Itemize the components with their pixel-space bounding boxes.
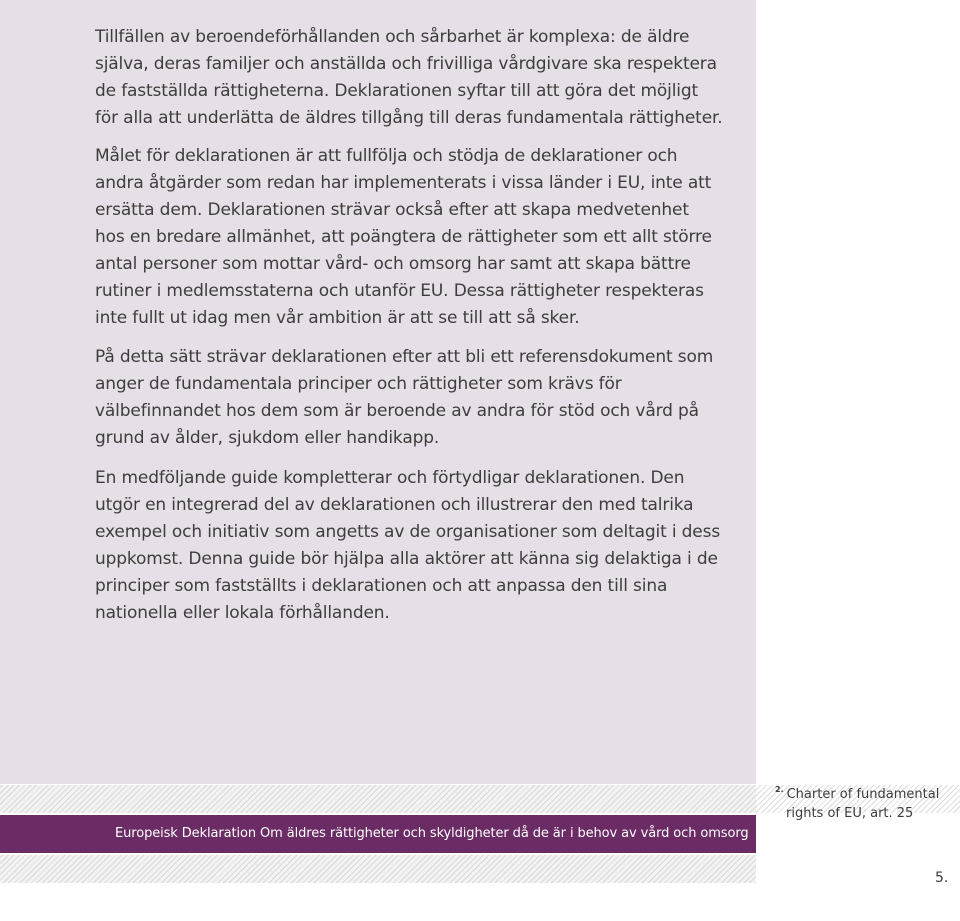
hatch-band-top	[0, 785, 756, 813]
body-text	[95, 24, 723, 639]
footnote-line-2: rights of EU, art. 25	[786, 806, 914, 821]
footnote-line-1: Charter of fundamental	[786, 787, 940, 802]
hatch-band-bottom	[0, 855, 756, 883]
paragraph: På detta sätt strävar deklarationen efter att bli ett referensdokument som anger de fundamentala principer och rättigheter som krävs för välbefinnandet hos dem som är beroende av andra för stöd och vård på grund av ålder, sjukdom eller handikapp.	[95, 347, 714, 448]
footer-title-bar	[0, 815, 756, 853]
paragraph: En medföljande guide kompletterar och förtydligar deklarationen. Den utgör en integrerad del av deklarationen och illustrerar den med talrika exempel och initiativ som angetts av de organisationer som deltagit i dess uppkomst. Denna guide bör hjälpa alla aktörer att känna sig delaktiga i de principer som fastställts i deklarationen och att anpassa den till sina nationella eller lokala förhållanden.	[95, 468, 721, 623]
footnote-marker: 2.	[775, 785, 784, 794]
footnote	[775, 780, 955, 823]
footer-title: Europeisk Deklaration Om äldres rättigheter och skyldigheter då de är i behov av vård och omsorg	[115, 826, 749, 841]
paragraph: Målet för deklarationen är att fullfölja och stödja de deklarationer och andra åtgärder som redan har implementerats i vissa länder i EU, inte att ersätta dem. Deklarationen strävar också efter att skapa medvetenhet hos en bredare allmänhet, att poängtera de rättigheter som ett allt större antal personer som mottar vård- och omsorg har samt att skapa bättre rutiner i medlemsstaterna och utanför EU. Dessa rättigheter respekteras inte fullt ut idag men vår ambition är att se till att så sker.	[95, 146, 712, 328]
page-number: 5.	[935, 870, 949, 886]
paragraph: Tillfällen av beroendeförhållanden och sårbarhet är komplexa: de äldre själva, deras familjer och anställda och frivilliga vårdgivare ska respektera de fastställda rättigheterna. Deklarationen syftar till att göra det möjligt för alla att underlätta de äldres tillgång till deras fundamentala rättigheter.	[95, 27, 723, 128]
